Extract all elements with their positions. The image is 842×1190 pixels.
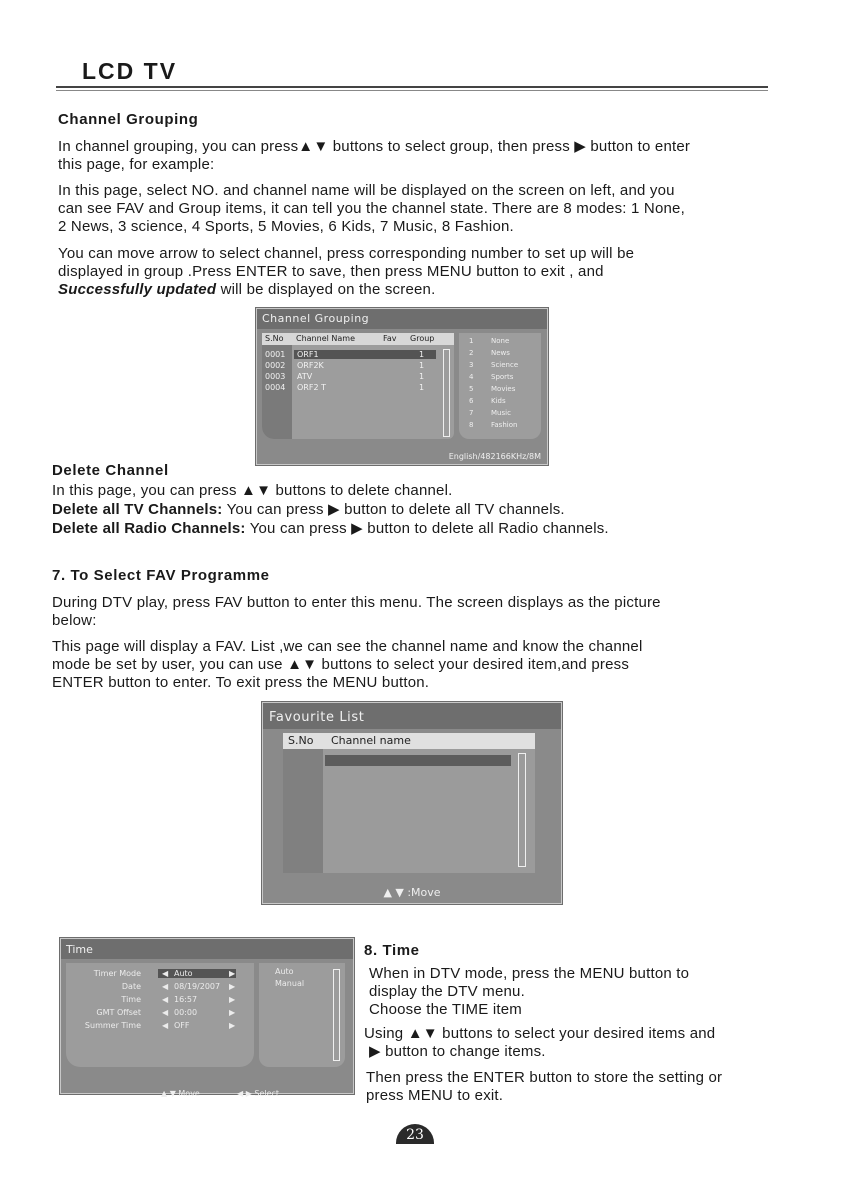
left-arrow-icon[interactable]: ◀ <box>162 1008 169 1017</box>
paragraph-line: displayed in group .Press ENTER to save, then press MENU button to exit , and <box>58 263 604 280</box>
group-option[interactable]: Movies <box>491 385 516 393</box>
paragraph-line: When in DTV mode, press the MENU button to <box>369 965 690 982</box>
group-option[interactable]: Kids <box>491 397 506 405</box>
paragraph-text: will be displayed on the screen. <box>216 281 436 298</box>
favourite-list-scrollbar[interactable] <box>518 753 526 867</box>
paragraph-line: During DTV play, press FAV button to enter this menu. The screen displays as the picture <box>52 594 661 611</box>
setting-value[interactable]: Auto <box>174 969 193 978</box>
paragraph-line: Then press the ENTER button to store the setting or <box>366 1069 723 1086</box>
time-settings-screen <box>60 938 354 1098</box>
column-header-name: Channel Name <box>296 334 355 343</box>
paragraph-line: can see FAV and Group items, it can tell you the channel state. There are 8 modes: 1 None, <box>58 200 685 217</box>
left-arrow-icon[interactable]: ◀ <box>162 995 169 1004</box>
column-header-sno: S.No <box>265 334 284 343</box>
paragraph-line <box>52 501 565 519</box>
screen-title: Favourite List <box>263 703 561 729</box>
option-item[interactable]: Manual <box>275 979 305 988</box>
header-rule-thin <box>56 90 768 91</box>
favourite-list-screen <box>262 702 562 904</box>
left-arrow-icon[interactable]: ◀ <box>162 982 169 991</box>
setting-value[interactable]: 08/19/2007 <box>174 982 221 991</box>
paragraph-text: You can press ▶ button to delete all Radio channels. <box>245 520 609 537</box>
bold-label: Delete all TV Channels: <box>52 501 223 518</box>
paragraph-line: this page, for example: <box>58 156 215 173</box>
channel-row-name[interactable]: ATV <box>297 372 313 381</box>
channel-row-name[interactable]: ORF2K <box>297 361 324 370</box>
setting-label: Summer Time <box>84 1021 141 1030</box>
paragraph-line: In channel grouping, you can press▲▼ buttons to select group, then press ▶ button to enter <box>58 138 691 155</box>
group-option[interactable]: Fashion <box>491 421 518 429</box>
left-arrow-icon[interactable]: ◀ <box>162 969 169 978</box>
channel-row-name[interactable]: ORF1 <box>297 350 319 359</box>
screen-title: Channel Grouping <box>257 309 547 329</box>
group-number: 7 <box>469 409 474 417</box>
group-option[interactable]: News <box>491 349 510 357</box>
favourite-index-column <box>283 749 323 873</box>
setting-value[interactable]: 00:00 <box>174 1008 198 1017</box>
group-option[interactable]: None <box>491 337 510 345</box>
select-hint: ◀ ▶ Select <box>237 1089 280 1098</box>
paragraph-line: display the DTV menu. <box>369 983 525 1000</box>
group-option[interactable]: Science <box>491 361 519 369</box>
paragraph-line: In this page, select NO. and channel name will be displayed on the screen on left, and you <box>58 182 675 199</box>
channel-row-group: 1 <box>419 383 425 392</box>
paragraph-line: ENTER button to enter. To exit press the MENU button. <box>52 674 430 691</box>
selected-value-highlight <box>158 969 236 978</box>
setting-label: GMT Offset <box>96 1008 141 1017</box>
option-item[interactable]: Auto <box>275 967 294 976</box>
options-scrollbar[interactable] <box>333 969 340 1061</box>
paragraph-line: Choose the TIME item <box>369 1001 522 1018</box>
paragraph-line: press MENU to exit. <box>366 1087 504 1104</box>
paragraph-text: You can press ▶ button to delete all TV channels. <box>222 501 565 518</box>
paragraph-line: In this page, you can press ▲▼ buttons to delete channel. <box>52 482 453 499</box>
section-heading-channel-grouping: Channel Grouping <box>58 111 199 128</box>
channel-row-name[interactable]: ORF2 T <box>297 383 326 392</box>
channel-row-sno[interactable]: 0001 <box>265 350 286 359</box>
paragraph-line: You can move arrow to select channel, press corresponding number to set up will be <box>58 245 635 262</box>
group-number: 3 <box>469 361 474 369</box>
channel-list-scrollbar[interactable] <box>443 349 450 437</box>
setting-value[interactable]: 16:57 <box>174 995 198 1004</box>
right-arrow-icon[interactable]: ▶ <box>229 982 236 991</box>
column-header-channel-name: Channel name <box>331 734 411 747</box>
paragraph-line <box>52 520 609 538</box>
channel-grouping-screen <box>256 308 548 465</box>
setting-label: Date <box>121 982 141 991</box>
group-number: 2 <box>469 349 474 357</box>
group-number: 8 <box>469 421 474 429</box>
section-heading-time: 8. Time <box>364 942 420 959</box>
paragraph-line: 2 News, 3 science, 4 Sports, 5 Movies, 6 Kids, 7 Music, 8 Fashion. <box>58 218 514 235</box>
screen-title: Time <box>61 939 353 959</box>
column-header-group: Group <box>410 334 435 343</box>
channel-row-sno[interactable]: 0004 <box>265 383 286 392</box>
channel-list-header <box>262 333 454 345</box>
emphasis-text: Successfully updated <box>58 281 217 298</box>
page-number: 23 <box>396 1124 434 1144</box>
paragraph-line <box>58 281 435 299</box>
bold-label: Delete all Radio Channels: <box>52 520 246 537</box>
setting-label: Time <box>121 995 141 1004</box>
paragraph-line: This page will display a FAV. List ,we can see the channel name and know the channel <box>52 638 643 655</box>
right-arrow-icon[interactable]: ▶ <box>229 995 236 1004</box>
screen-status-footer: English/482166KHz/8M <box>448 452 541 461</box>
channel-row-group: 1 <box>419 372 425 381</box>
paragraph-line: ▶ button to change items. <box>369 1043 546 1060</box>
paragraph-line: below: <box>52 612 97 629</box>
channel-row-group: 1 <box>419 350 425 359</box>
group-option[interactable]: Sports <box>491 373 514 381</box>
group-option[interactable]: Music <box>491 409 511 417</box>
document-title: LCD TV <box>82 58 178 84</box>
right-arrow-icon[interactable]: ▶ <box>229 969 236 978</box>
section-heading-delete-channel: Delete Channel <box>52 462 169 479</box>
column-header-fav: Fav <box>383 334 397 343</box>
group-number: 5 <box>469 385 474 393</box>
group-number: 1 <box>469 337 474 345</box>
channel-row-sno[interactable]: 0002 <box>265 361 286 370</box>
screen-hint-footer: ▲ ▼ :Move <box>383 886 441 899</box>
paragraph-line: Using ▲▼ buttons to select your desired items and <box>364 1025 716 1042</box>
column-header-sno: S.No <box>288 734 314 747</box>
favourite-list-panel <box>283 733 535 873</box>
paragraph-line: mode be set by user, you can use ▲▼ buttons to select your desired item,and press <box>52 656 630 673</box>
setting-label: Timer Mode <box>93 969 141 978</box>
right-arrow-icon[interactable]: ▶ <box>229 1008 236 1017</box>
favourite-list-header <box>283 733 535 749</box>
header-rule <box>56 86 768 88</box>
group-number: 6 <box>469 397 474 405</box>
group-number: 4 <box>469 373 474 381</box>
section-heading-fav-programme: 7. To Select FAV Programme <box>52 567 270 584</box>
move-hint: ▲ ▼ Move <box>161 1089 200 1098</box>
setting-value[interactable]: OFF <box>174 1021 190 1030</box>
channel-row-sno[interactable]: 0003 <box>265 372 286 381</box>
selected-row-highlight[interactable] <box>325 755 511 766</box>
channel-row-group: 1 <box>419 361 425 370</box>
left-arrow-icon[interactable]: ◀ <box>162 1021 169 1030</box>
right-arrow-icon[interactable]: ▶ <box>229 1021 236 1030</box>
